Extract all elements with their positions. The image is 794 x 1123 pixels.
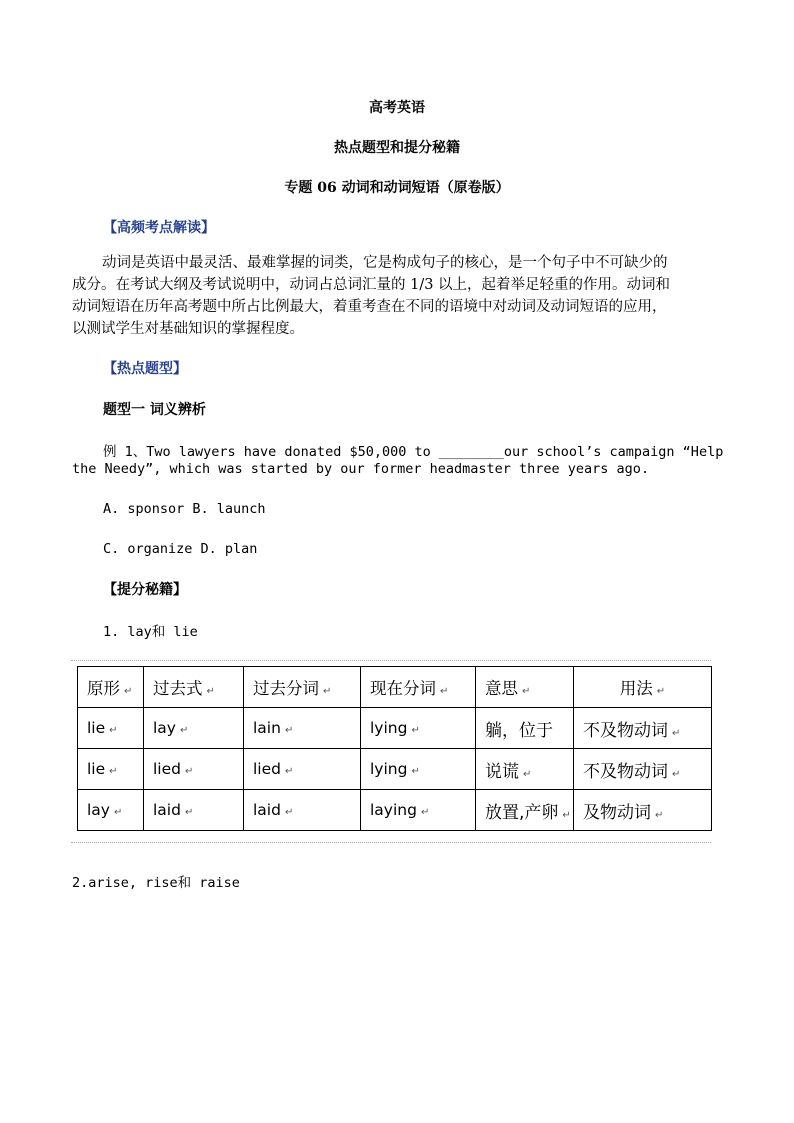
verb-forms-table — [77, 666, 712, 831]
table-header-cell: 现在分词 ↵ — [361, 667, 476, 708]
table-cell: laid ↵ — [144, 790, 244, 831]
intro-line: 以测试学生对基础知识的掌握程度。 — [72, 321, 304, 337]
table-cell: lying ↵ — [361, 708, 476, 749]
table-frame-bottom — [71, 842, 711, 844]
table-row — [78, 749, 712, 790]
table-cell: 及物动词 ↵ — [574, 790, 712, 831]
table-header-cell: 用法 ↵ — [574, 667, 712, 708]
section-heading-hot-types: 【热点题型】 — [103, 361, 187, 377]
table-cell: lay ↵ — [144, 708, 244, 749]
table-row — [78, 708, 712, 749]
table-header-cell: 意思 ↵ — [476, 667, 574, 708]
table-cell: lain ↵ — [244, 708, 361, 749]
intro-line: 成分。在考试大纲及考试说明中，动词占总词汇量的 1/3 以上，起着举足轻重的作用。动词和 — [72, 277, 671, 293]
section-heading-tips: 【提分秘籍】 — [103, 582, 187, 598]
table-header-cell: 过去分词 ↵ — [244, 667, 361, 708]
section-heading-key-points: 【高频考点解读】 — [103, 220, 215, 236]
intro-line: 动词是英语中最灵活、最难掌握的词类，它是构成句子的核心，是一个句子中不可缺少的 — [102, 255, 668, 271]
options-line-2: C. organize D. plan — [103, 541, 258, 557]
table-cell: lie ↵ — [78, 749, 144, 790]
table-header-row — [78, 667, 712, 708]
doc-subtitle: 热点题型和提分秘籍 — [334, 140, 460, 156]
doc-topic: 专题 06 动词和动词短语（原卷版） — [284, 180, 510, 196]
intro-paragraph — [72, 252, 722, 340]
table-cell: laid ↵ — [244, 790, 361, 831]
table-cell: lying ↵ — [361, 749, 476, 790]
tip-item-1: 1. lay和 lie — [103, 624, 198, 640]
table-cell: lie ↵ — [78, 708, 144, 749]
question-type-heading: 题型一 词义辨析 — [103, 402, 206, 418]
table-cell: 放置,产卵 ↵ — [476, 790, 574, 831]
doc-title: 高考英语 — [369, 100, 425, 116]
table-cell: lay ↵ — [78, 790, 144, 831]
table-cell: lied ↵ — [244, 749, 361, 790]
table-cell: laying ↵ — [361, 790, 476, 831]
example-line-2: the Needy”, which was started by our former headmaster three years ago. — [72, 461, 650, 477]
table-cell: lied ↵ — [144, 749, 244, 790]
table-row — [78, 790, 712, 831]
intro-line: 动词短语在历年高考题中所占比例最大，着重考查在不同的语境中对动词及动词短语的应用， — [72, 299, 667, 315]
example-line-1: 例 1、Two lawyers have donated $50,000 to ________our school’s campaign “Help — [103, 444, 724, 460]
table-cell: 说谎 ↵ — [476, 749, 574, 790]
table-cell: 不及物动词 ↵ — [574, 708, 712, 749]
table-frame-top — [71, 660, 711, 662]
tip-item-2: 2.arise, rise和 raise — [72, 875, 240, 891]
table-header-cell: 过去式 ↵ — [144, 667, 244, 708]
options-line-1: A. sponsor B. launch — [103, 501, 266, 517]
table-cell: 躺，位于 — [476, 708, 574, 749]
table-header-cell: 原形 ↵ — [78, 667, 144, 708]
table-cell: 不及物动词 ↵ — [574, 749, 712, 790]
